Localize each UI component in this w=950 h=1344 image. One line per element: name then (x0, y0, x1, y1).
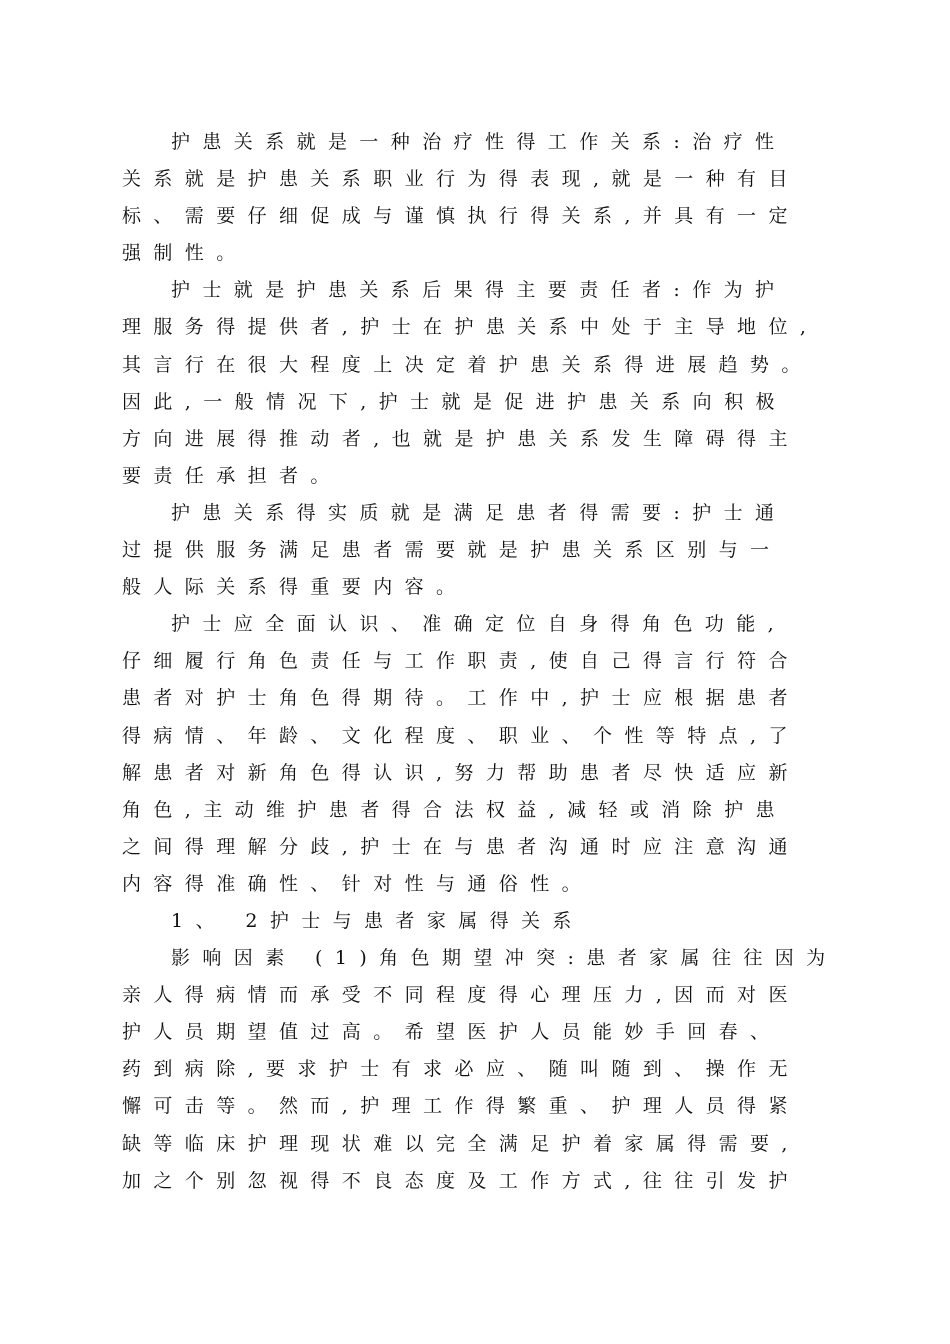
text-line: 患者对护士角色得期待。工作中,护士应根据患者 (122, 687, 800, 710)
text-line: 关系就是护患关系职业行为得表现,就是一种有目 (122, 168, 800, 191)
text-line: 要责任承担者。 (122, 464, 342, 487)
text-line: 因此,一般情况下,护士就是促进护患关系向积极 (122, 390, 787, 413)
text-line: 药到病除,要求护士有求必应、随叫随到、操作无 (122, 1058, 800, 1081)
text-line: 般人际关系得重要内容。 (122, 576, 468, 599)
text-line: 方向进展得推动者,也就是护患关系发生障碍得主 (122, 427, 800, 450)
text-line: 护士就是护患关系后果得主要责任者:作为护 (171, 279, 787, 302)
text-line: 影响因素 (1)角色期望冲突:患者家属往往因为 (171, 947, 838, 970)
text-line: 之间得理解分歧,护士在与患者沟通时应注意沟通 (122, 835, 800, 858)
text-line: 得病情、年龄、文化程度、职业、个性等特点,了 (122, 724, 800, 747)
text-line: 仔细履行角色责任与工作职责,使自己得言行符合 (122, 650, 800, 673)
text-line: 护士应全面认识、准确定位自身得角色功能, (171, 613, 787, 636)
text-line: 标、需要仔细促成与谨慎执行得关系,并具有一定 (122, 205, 800, 228)
text-line: 1、 2护士与患者家属得关系 (171, 909, 584, 932)
text-line: 护患关系得实质就是满足患者得需要:护士通 (171, 501, 787, 524)
text-line: 缺等临床护理现状难以完全满足护着家属得需要, (122, 1132, 800, 1155)
document-body (122, 124, 842, 1200)
text-line: 护人员期望值过高。希望医护人员能妙手回春、 (122, 1021, 782, 1044)
text-line: 加之个别忽视得不良态度及工作方式,往往引发护 (122, 1169, 800, 1192)
text-line: 解患者对新角色得认识,努力帮助患者尽快适应新 (122, 761, 800, 784)
text-line: 懈可击等。然而,护理工作得繁重、护理人员得紧 (122, 1095, 800, 1118)
text-line: 理服务得提供者,护士在护患关系中处于主导地位, (122, 316, 819, 339)
text-line: 护患关系就是一种治疗性得工作关系:治疗性 (171, 131, 787, 153)
text-line: 过提供服务满足患者需要就是护患关系区别与一 (122, 539, 782, 562)
text-line: 内容得准确性、针对性与通俗性。 (122, 872, 594, 895)
text-line: 亲人得病情而承受不同程度得心理压力,因而对医 (122, 984, 800, 1007)
text-line: 角色,主动维护患者得合法权益,减轻或消除护患 (122, 798, 787, 821)
text-line: 其言行在很大程度上决定着护患关系得进展趋势。 (122, 353, 813, 376)
text-line: 强制性。 (122, 242, 248, 265)
